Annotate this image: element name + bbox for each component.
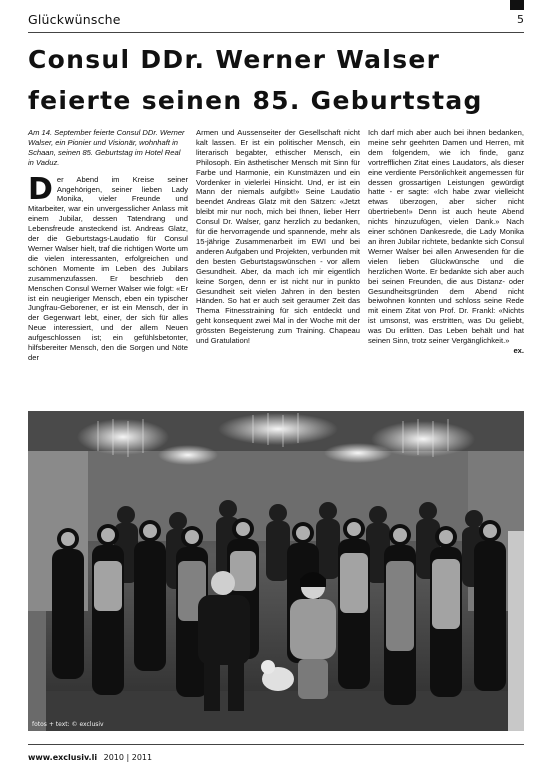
section-label: Glückwünsche: [28, 12, 121, 27]
article-column-3: [368, 128, 524, 363]
footer-issue: 2010 | 2011: [103, 753, 153, 762]
article-text-1: er Abend im Kreise seiner Angehörigen, seiner lieben Lady Monika, vieler Freunde und Mitarbeiter, war ein unvergesslicher Anlass mit einem Jubilar, dessen Tatendrang und Lebensfreude ansteckend ist. Andreas Glatz, der die Geburtstags-Laudatio für Consul Werner Walser hielt, traf die richtigen Worte um die vielen interessanten, erfolgreichen und schönen Momente im Leben des Jubilars zusammenzufassen. Er beschrieb den Menschen Consul Werner Walser wie folgt: «Er ist ein neugieriger Mensch, eben ein typischer Jungfrau-Geborener, er ist ein Mensch, der in der Gegenwart lebt, einer, der sich für alles Neue interessiert, und der allem Neuen aufgeschlossen ist; ein gefühlsbetonter, hilfsbereiter Mensch, den die Sorgen und Nöte der: [28, 174, 188, 362]
article-column-1: [28, 128, 188, 363]
footer-rule: [28, 744, 524, 745]
author-signature: ex.: [513, 345, 524, 355]
headline-line-1: Consul DDr. Werner Walser: [28, 45, 441, 74]
footer: [28, 753, 152, 762]
group-photo-illustration: [28, 411, 524, 731]
header-rule: [28, 32, 524, 33]
article-text-2: Armen und Aussenseiter der Gesellschaft nicht kalt lassen. Er ist ein politischer Mensch, ein literarisch begabter, ethischer Mensch, ein Philosoph. Ein ästhetischer Mensch mit Sinn für Farbe und Harmonie, ein Kunstmäzen und ein Vordenker in vielerlei Hinsicht. Und, er ist ein Mann der niemals aufgibt!» Seine Laudatio beendet Andreas Glatz mit den Sätzen: «Jetzt bleibt mir nur noch, mich bei Ihnen, lieber Herr Consul Dr. Walser, ganz herzlich zu bedanken, für die hervorragende und spannende, mehr als 15-jährige Zusammenarbeit im EWI und bei anderen Aufgaben und Projekten, verbunden mit den besten Geburtstagswünschen - vor allem Gesundheit. Aber, da mach ich mir eigentlich keine Sorgen, denn er ist nicht nur in punkto Gesundheit seit vielen Jahren in den besten Händen. So hat er auch seit geraumer Zeit das Thema Fitnesstraining für sich entdeckt und geht konsequent zwei Mal in der Woche mit der grössten Begeisterung zum Training. Chapeau und Gratulation!: [196, 128, 360, 346]
footer-website-link[interactable]: www.exclusiv.li: [28, 753, 98, 762]
page-number: 5: [517, 13, 524, 26]
corner-tab-decoration: [510, 0, 524, 10]
group-photo: [28, 411, 524, 731]
headline-line-2: feierte seinen 85. Geburtstag: [28, 86, 483, 115]
photo-credit: fotos + text: © exclusiv: [32, 721, 104, 728]
article-column-2: [196, 128, 360, 346]
drop-cap: D: [28, 171, 53, 207]
article-body-1: [28, 171, 188, 363]
article-text-3: Ich darf mich aber auch bei ihnen bedanken, meine sehr geehrten Damen und Herren, mit dem folgendem, wie ich finde, ganz vortrefflichen Zitat eines Laudators, als dieser eine verdiente Persönlichkeit angemessen für dessen grossartigen Leistungen gewürdigt hatte - er sagte: «Ich habe zwar vielleicht etwas überzogen, aber sicher nicht übertrieben!» Denn ist auch heute Abend nichts hinzuzufügen, vielen Dank.» Nach einer schönen Dankesrede, die Lady Monika an ihren Jubilar richtete, bedankte sich Consul Werner Walser bei allen Anwesenden für die vielen lieben Glückwünsche und die herzlichen Worte. Er bedankte sich aber auch bei seinen Freunden, die aus Distanz- oder Gesundheitsgründen dem Abend nicht beiwohnen konnten und schloss seine Rede mit einem Zitat von Prof. Dr. Frankl: «Nichts ist umsonst, was erstritten, was Du geliebt, was Du erlitten. Das Leben behält und hat seinen Sinn, trotz seiner Vergänglichkeit.»: [368, 128, 524, 346]
article-intro: Am 14. September feierte Consul DDr. Werner Walser, ein Pionier und Visionär, wohnhaft in Schaan, seinen 85. Geburtstag im Hotel Real in Vaduz.: [28, 128, 185, 167]
